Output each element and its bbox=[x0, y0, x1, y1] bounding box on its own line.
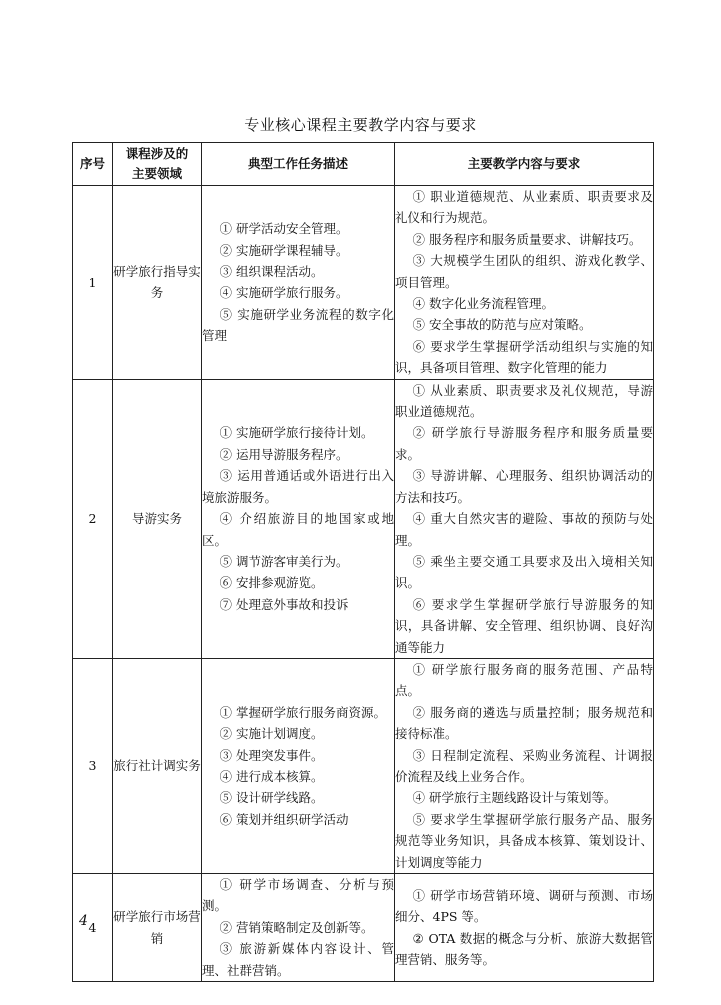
requirement-item: ⑥ 要求学生掌握研学旅行导游服务的知识，具备讲解、安全管理、组织协调、良好沟通等能力 bbox=[395, 596, 653, 655]
course-area: 旅行社计调实务 bbox=[113, 658, 202, 873]
requirement-item: ⑤ 要求学生掌握研学旅行服务产品、服务规范等业务知识，具备成本核算、策划设计、计划调度等能力 bbox=[395, 811, 653, 870]
task-item: ② 营销策略制定及创新等。 bbox=[219, 919, 374, 935]
requirement-item: ④ 数字化业务流程管理。 bbox=[412, 296, 554, 312]
task-item: ⑥ 安排参观游览。 bbox=[219, 575, 324, 591]
table-row bbox=[73, 658, 654, 873]
task-item: ① 实施研学旅行接待计划。 bbox=[219, 425, 374, 441]
task-item: ③ 运用普通话或外语进行出入境旅游服务。 bbox=[202, 468, 394, 505]
page-number: 4 bbox=[79, 913, 88, 929]
task-item: ⑥ 策划并组织研学活动 bbox=[219, 811, 349, 827]
task-item: ④ 实施研学旅行服务。 bbox=[219, 285, 349, 301]
task-item: ⑤ 实施研学业务流程的数字化管理 bbox=[202, 306, 394, 344]
task-item: ③ 旅游新媒体内容设计、管理、社群营销。 bbox=[202, 941, 394, 978]
task-item: ① 掌握研学旅行服务商资源。 bbox=[219, 704, 386, 720]
requirement-item: ② 服务程序和服务质量要求、讲解技巧。 bbox=[412, 231, 642, 247]
task-list bbox=[202, 379, 395, 658]
requirement-list bbox=[395, 874, 654, 982]
task-item: ④ 介绍旅游目的地国家或地区。 bbox=[202, 511, 394, 548]
task-item: ② 实施研学课程辅导。 bbox=[219, 242, 349, 258]
task-item: ⑤ 设计研学线路。 bbox=[219, 790, 324, 806]
task-item: ③ 处理突发事件。 bbox=[219, 747, 324, 763]
requirement-item: ⑤ 安全事故的防范与应对策略。 bbox=[412, 317, 592, 333]
task-item: ⑦ 处理意外事故和投诉 bbox=[219, 596, 349, 612]
requirement-item: ② 服务商的遴选与质量控制；服务规范和接待标准。 bbox=[395, 704, 653, 742]
row-number: 2 bbox=[73, 379, 113, 658]
requirement-item: ① 研学旅行服务商的服务范围、产品特点。 bbox=[395, 661, 653, 699]
task-list bbox=[202, 658, 395, 873]
requirement-item: ⑥ 要求学生掌握研学活动组织与实施的知识，具备项目管理、数字化管理的能力 bbox=[395, 338, 653, 376]
task-list bbox=[202, 874, 395, 982]
task-item: ① 研学活动安全管理。 bbox=[219, 221, 349, 237]
header-area bbox=[113, 143, 202, 186]
requirement-item: ① 从业素质、职责要求及礼仪规范，导游职业道德规范。 bbox=[395, 382, 653, 420]
header-area-line1: 课程涉及的 bbox=[125, 146, 189, 161]
table-row bbox=[73, 186, 654, 380]
table-row bbox=[73, 874, 654, 982]
course-area: 研学旅行市场营销 bbox=[113, 874, 202, 982]
header-row bbox=[73, 143, 654, 186]
course-area: 导游实务 bbox=[113, 379, 202, 658]
course-area: 研学旅行指导实务 bbox=[113, 186, 202, 380]
header-tasks: 典型工作任务描述 bbox=[202, 143, 395, 186]
row-number: 4 bbox=[73, 874, 113, 982]
requirement-list bbox=[395, 186, 654, 380]
requirement-item: ④ 研学旅行主题线路设计与策划等。 bbox=[412, 790, 617, 806]
header-no: 序号 bbox=[73, 143, 113, 186]
requirement-item: ③ 导游讲解、心理服务、组织协调活动的方法和技巧。 bbox=[395, 468, 653, 505]
task-item: ② 实施计划调度。 bbox=[219, 726, 324, 742]
task-item: ③ 组织课程活动。 bbox=[219, 263, 324, 279]
requirement-item: ① 职业道德规范、从业素质、职责要求及礼仪和行为规范。 bbox=[395, 189, 653, 226]
requirement-item: ① 研学市场营销环境、调研与预测、市场细分、4PS 等。 bbox=[395, 887, 653, 925]
requirement-list bbox=[395, 658, 654, 873]
header-reqs: 主要教学内容与要求 bbox=[395, 143, 654, 186]
task-item: ④ 进行成本核算。 bbox=[219, 768, 324, 784]
row-number: 1 bbox=[73, 186, 113, 380]
header-area-line2: 主要领域 bbox=[131, 166, 182, 181]
requirement-item: ② 研学旅行导游服务程序和服务质量要求。 bbox=[395, 425, 653, 462]
task-item: ① 研学市场调查、分析与预测。 bbox=[202, 877, 394, 914]
requirement-list bbox=[395, 379, 654, 658]
requirement-item: ④ 重大自然灾害的避险、事故的预防与处理。 bbox=[395, 511, 653, 548]
requirement-item: ② OTA 数据的概念与分析、旅游大数据管理营销、服务等。 bbox=[395, 930, 653, 967]
course-content-table bbox=[72, 142, 654, 982]
task-item: ⑤ 调节游客审美行为。 bbox=[219, 553, 349, 569]
requirement-item: ③ 大规模学生团队的组织、游戏化教学、项目管理。 bbox=[395, 253, 653, 290]
table-row bbox=[73, 379, 654, 658]
row-number: 3 bbox=[73, 658, 113, 873]
table-title: 专业核心课程主要教学内容与要求 bbox=[244, 116, 477, 134]
requirement-item: ③ 日程制定流程、采购业务流程、计调报价流程及线上业务合作。 bbox=[395, 747, 653, 784]
task-item: ② 运用导游服务程序。 bbox=[219, 446, 349, 462]
requirement-item: ⑤ 乘坐主要交通工具要求及出入境相关知识。 bbox=[395, 553, 653, 591]
task-list bbox=[202, 186, 395, 380]
